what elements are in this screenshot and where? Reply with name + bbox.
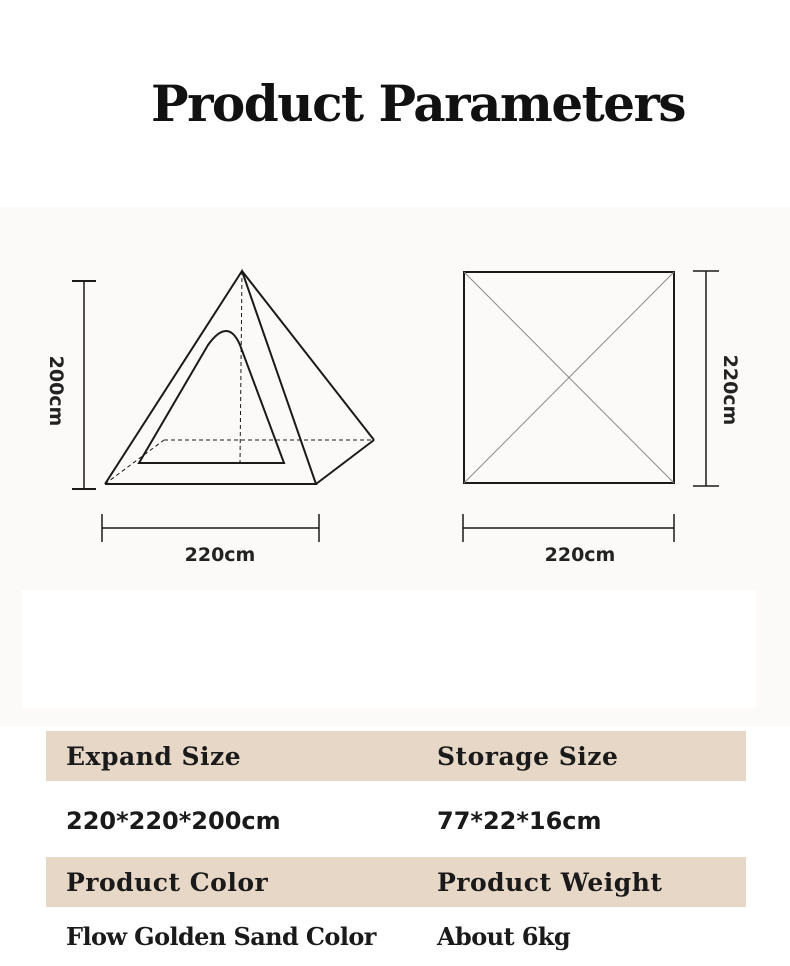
expand-size-label: Expand Size [66,741,242,771]
product-weight-label: Product Weight [437,867,663,897]
spec-header-row-1 [46,731,746,781]
product-color-label: Product Color [66,867,269,897]
tent-side-view [72,271,374,542]
tent-floor-plan [463,271,719,542]
expand-size-value: 220*220*200cm [66,807,281,835]
tent-width-label: 220cm [184,544,256,566]
spec-value-row-2 [46,912,746,960]
tent-height-label: 200cm [45,355,67,427]
product-weight-value: About 6kg [437,921,571,951]
page-title: Product Parameters [150,74,686,133]
spec-value-row-1 [46,796,746,846]
floor-depth-label: 220cm [719,354,741,426]
product-color-value: Flow Golden Sand Color [66,921,376,951]
spec-header-row-2 [46,857,746,907]
storage-size-value: 77*22*16cm [437,807,602,835]
storage-size-label: Storage Size [437,741,619,771]
floor-width-label: 220cm [544,544,616,566]
